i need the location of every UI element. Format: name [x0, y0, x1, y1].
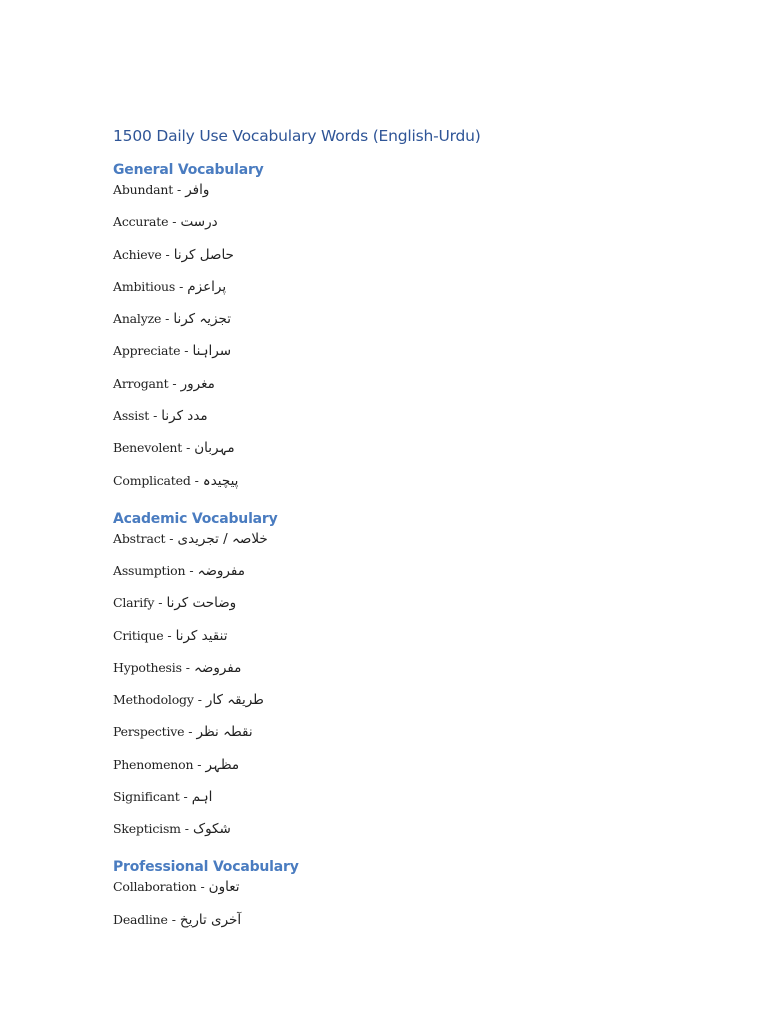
urdu-translation: آخری تاریخ	[179, 911, 242, 928]
english-word: Deadline	[113, 911, 168, 927]
word-entry	[113, 438, 713, 470]
word-separator: -	[161, 246, 174, 262]
english-word: Abstract	[113, 530, 166, 546]
urdu-translation: طریقہ کار	[205, 692, 264, 709]
urdu-translation: وافر	[185, 182, 210, 198]
english-word: Assist	[113, 408, 150, 424]
english-word: Significant	[113, 789, 180, 805]
word-entry	[113, 309, 713, 341]
word-entry	[113, 245, 713, 277]
word-separator: -	[168, 214, 181, 230]
word-entry	[113, 593, 713, 625]
english-word: Methodology	[113, 692, 194, 708]
english-word: Complicated	[113, 472, 191, 488]
word-separator: -	[173, 182, 186, 197]
word-separator: -	[180, 821, 193, 837]
word-entry	[113, 406, 713, 438]
word-entry	[113, 341, 713, 373]
word-entry	[113, 877, 713, 909]
word-separator: -	[163, 627, 176, 643]
urdu-translation: مفروضہ	[197, 562, 245, 579]
urdu-translation: مفروضہ	[193, 659, 242, 676]
word-entry	[113, 561, 713, 593]
document-page	[113, 124, 713, 936]
vocab-section	[113, 509, 713, 846]
urdu-translation: سراہنا	[192, 343, 232, 360]
word-entry	[113, 529, 713, 561]
word-entry	[113, 374, 713, 406]
word-separator: -	[180, 343, 193, 359]
word-entry	[113, 471, 713, 497]
word-separator: -	[161, 311, 174, 327]
section-heading: Professional Vocabulary	[113, 859, 299, 876]
urdu-translation: تنقید کرنا	[175, 627, 228, 644]
word-separator: -	[196, 879, 209, 895]
english-word: Collaboration	[113, 879, 197, 895]
word-entry	[113, 180, 713, 212]
english-word: Benevolent	[113, 440, 183, 456]
english-word: Hypothesis	[113, 659, 182, 675]
urdu-translation: نقطہ نظر	[196, 724, 253, 741]
word-entry	[113, 626, 713, 658]
word-entry	[113, 910, 713, 936]
english-word: Abundant	[113, 182, 174, 197]
english-word: Phenomenon	[113, 756, 194, 772]
word-separator: -	[167, 911, 180, 927]
word-separator: -	[149, 408, 162, 424]
urdu-translation: مظہر	[205, 756, 240, 773]
urdu-translation: مدد کرنا	[161, 408, 208, 425]
word-list	[113, 180, 713, 497]
english-word: Assumption	[113, 562, 186, 578]
urdu-translation: مہربان	[194, 440, 235, 457]
urdu-translation: تجزیہ کرنا	[173, 311, 231, 328]
urdu-translation: مغرور	[180, 375, 215, 392]
section-heading: General Vocabulary	[113, 162, 264, 178]
vocab-section	[113, 160, 713, 497]
word-entry	[113, 819, 713, 845]
word-entry	[113, 212, 713, 244]
word-entry	[113, 658, 713, 690]
urdu-translation: اہم	[191, 789, 213, 806]
urdu-translation: پیچیدہ	[202, 472, 239, 489]
sections-container	[113, 160, 713, 936]
word-entry	[113, 787, 713, 819]
word-list	[113, 529, 713, 846]
urdu-translation: وضاحت کرنا	[166, 595, 237, 612]
english-word: Accurate	[113, 214, 169, 230]
word-entry	[113, 277, 713, 309]
vocab-section	[113, 857, 713, 935]
word-separator: -	[175, 278, 188, 294]
word-separator: -	[184, 724, 197, 740]
word-separator: -	[185, 562, 198, 578]
word-separator: -	[190, 472, 203, 488]
english-word: Achieve	[113, 246, 162, 262]
word-entry	[113, 755, 713, 787]
word-separator: -	[165, 530, 178, 546]
section-heading: Academic Vocabulary	[113, 510, 278, 527]
document-title: 1500 Daily Use Vocabulary Words (English-Urdu)	[113, 127, 481, 145]
word-separator: -	[193, 756, 206, 772]
word-separator: -	[193, 692, 206, 708]
word-separator: -	[168, 375, 181, 391]
word-list	[113, 877, 713, 935]
english-word: Ambitious	[113, 278, 176, 294]
english-word: Perspective	[113, 724, 185, 740]
word-entry	[113, 722, 713, 754]
english-word: Arrogant	[113, 375, 169, 391]
word-separator: -	[154, 595, 167, 611]
word-separator: -	[179, 789, 192, 805]
english-word: Analyze	[113, 311, 162, 327]
word-entry	[113, 690, 713, 722]
word-separator: -	[182, 440, 195, 456]
urdu-translation: پراعزم	[187, 278, 227, 295]
word-separator: -	[181, 659, 194, 675]
urdu-translation: خلاصہ / تجریدی	[177, 530, 268, 547]
english-word: Critique	[113, 627, 164, 643]
english-word: Appreciate	[113, 343, 181, 359]
english-word: Skepticism	[113, 821, 181, 837]
english-word: Clarify	[113, 595, 155, 611]
urdu-translation: درست	[180, 214, 218, 231]
urdu-translation: شکوک	[193, 821, 231, 838]
urdu-translation: تعاون	[208, 879, 240, 896]
urdu-translation: حاصل کرنا	[173, 246, 234, 263]
